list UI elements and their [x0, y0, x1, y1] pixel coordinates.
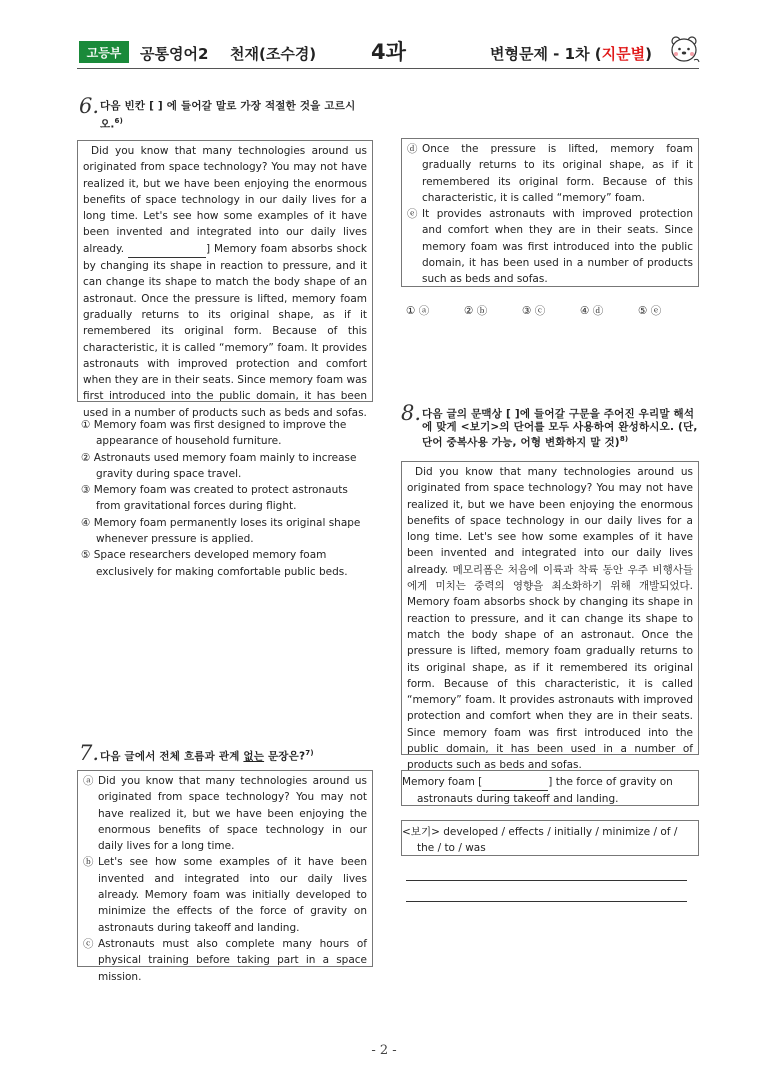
q7-choice-1[interactable]: ① ⓐ — [406, 305, 430, 317]
q8-blank[interactable] — [482, 774, 548, 791]
q7-item-c: ⓒ Astronauts must also complete many hours of physical training before taking part in a space mission. — [83, 937, 367, 983]
q7-number: 7. — [79, 741, 100, 765]
q6-option-5[interactable]: ⑤ Space researchers developed memory foam exclusively for making comfortable public beds. — [81, 549, 348, 578]
q6-option-4[interactable]: ④ Memory foam permanently loses its original shape whenever pressure is applied. — [81, 516, 361, 546]
q8-number: 8. — [401, 401, 422, 425]
q7-question: 다음 글에서 전체 흐름과 관계 없는 문장은?$^{7)}$ — [100, 749, 314, 763]
q7-choice-3[interactable]: ③ ⓒ — [522, 305, 546, 317]
q6-options — [81, 417, 369, 580]
exam-type: 변형문제 - 1차 (지문별) — [490, 45, 652, 63]
q6-option-3[interactable]: ③ Memory foam was created to protect astronauts from gravitational forces during flight. — [81, 484, 348, 513]
q7-choice-2[interactable]: ② ⓑ — [464, 305, 488, 317]
q6-passage: Did you know that many technologies around us originated from space technology? You may not have realized it, but we have been enjoying the enormous benefits of space technology in our daily lives for a long time. Let's see how some examples of it have been invented and integrated into our daily lives already. ] Memory foam absorbs shock by changing its shape in reaction to pressure, and it can change its shape to match the body shape of an astronaut. Once the pressure is lifted, memory foam gradually returns to its original shape, as if it remembered its original form. Because of this characteristic, it is called “memory” foam. It provides astronauts with improved protection and comfort when they are in their seats. Since memory foam was first introduced into the public domain, it has been used in a number of products such as beds and sofas. — [77, 140, 373, 402]
q8-passage: Did you know that many technologies around us originated from space technology? You may not have realized it, but we have been enjoying the enormous benefits of space technology in our daily lives for a long time. Let's see how some examples of it have been invented and integrated into our daily lives already. 메모리폼은 처음에 이륙과 착륙 동안 우주 비행사들에게 미치는 중력의 영향을 최소화하기 위해 개발되었다. Memory foam absorbs shock by changing its shape in reaction to pressure, and it can change its shape to match the body shape of an astronaut. Once the pressure is lifted, memory foam gradually returns to its original shape, as if it remembered its original form. Because of this characteristic, it is called “memory” foam. It provides astronauts with improved protection and comfort when they are in their seats. Since memory foam was first introduced into the public domain, it has been used in a number of products such as beds and sofas. — [401, 461, 699, 755]
q6-option-2[interactable]: ② Astronauts used memory foam mainly to increase gravity during space travel. — [81, 451, 357, 480]
q8-bogi-box: <보기> developed / effects / initially / minimize / of / the / to / was — [401, 820, 699, 856]
lesson-title: 4과 — [371, 40, 406, 64]
q6-number: 6. — [79, 94, 100, 118]
q8-question: 다음 글의 문맥상 [ ]에 들어갈 구문을 주어진 우리말 해석에 맞게 <보기>의 단어를 모두 사용하여 완성하시오. (단, 단어 중복사용 가능, 어형 변화하지 말 것)$^{8)}$ — [422, 408, 698, 449]
q8-answer-sentence: Memory foam [ ] the force of gravity on astronauts during takeoff and landing. — [401, 770, 699, 806]
q7-choice-5[interactable]: ⑤ ⓔ — [638, 305, 662, 317]
q7-passage-right — [401, 138, 699, 287]
page-number: - 2 - — [371, 1043, 397, 1058]
q8-answer-line-2[interactable] — [406, 901, 687, 902]
q7-item-b: ⓑ Let's see how some examples of it have been invented and integrated into our daily lives already. Memory foam was initially developed to minimize the effects of the force of gravity on astronauts during takeoff and landing. — [83, 856, 367, 934]
header-divider — [77, 68, 699, 69]
q7-item-d: ⓓ Once the pressure is lifted, memory foam gradually returns to its original shape, as if it remembered its original form. Because of this characteristic, it is called “memory” foam. — [407, 143, 693, 204]
q6-option-1[interactable]: ① Memory foam was first designed to improve the appearance of household furniture. — [81, 419, 347, 448]
q7-choices — [406, 303, 696, 318]
q8-korean-sentence: 메모리폼은 처음에 이륙과 착륙 동안 우주 비행사들에게 미치는 중력의 영향을 최소화하기 위해 개발되었다. — [407, 563, 693, 593]
q6-blank — [128, 241, 206, 258]
q7-passage-left — [77, 770, 373, 983]
q7-choice-4[interactable]: ④ ⓓ — [580, 305, 604, 317]
bear-icon — [668, 34, 700, 64]
level-badge: 고등부 — [79, 41, 129, 63]
q7-item-a: ⓐ Did you know that many technologies around us originated from space technology? You may not have realized it, but we have been enjoying the enormous benefits of space technology in our daily lives for a long time. — [83, 775, 367, 853]
q6-question: 다음 빈칸 [ ] 에 들어갈 말로 가장 적절한 것을 고르시오.$^{6)}$ — [100, 100, 356, 131]
subject-title: 공통영어2 — [140, 45, 209, 63]
publisher-title: 천재(조수경) — [230, 45, 317, 63]
q7-item-e: ⓔ It provides astronauts with improved protection and comfort when they are in their seats. Since memory foam was first introduced into the public domain, it has been used in a number of products such as beds and sofas. — [407, 208, 693, 286]
q8-answer-line-1[interactable] — [406, 880, 687, 881]
